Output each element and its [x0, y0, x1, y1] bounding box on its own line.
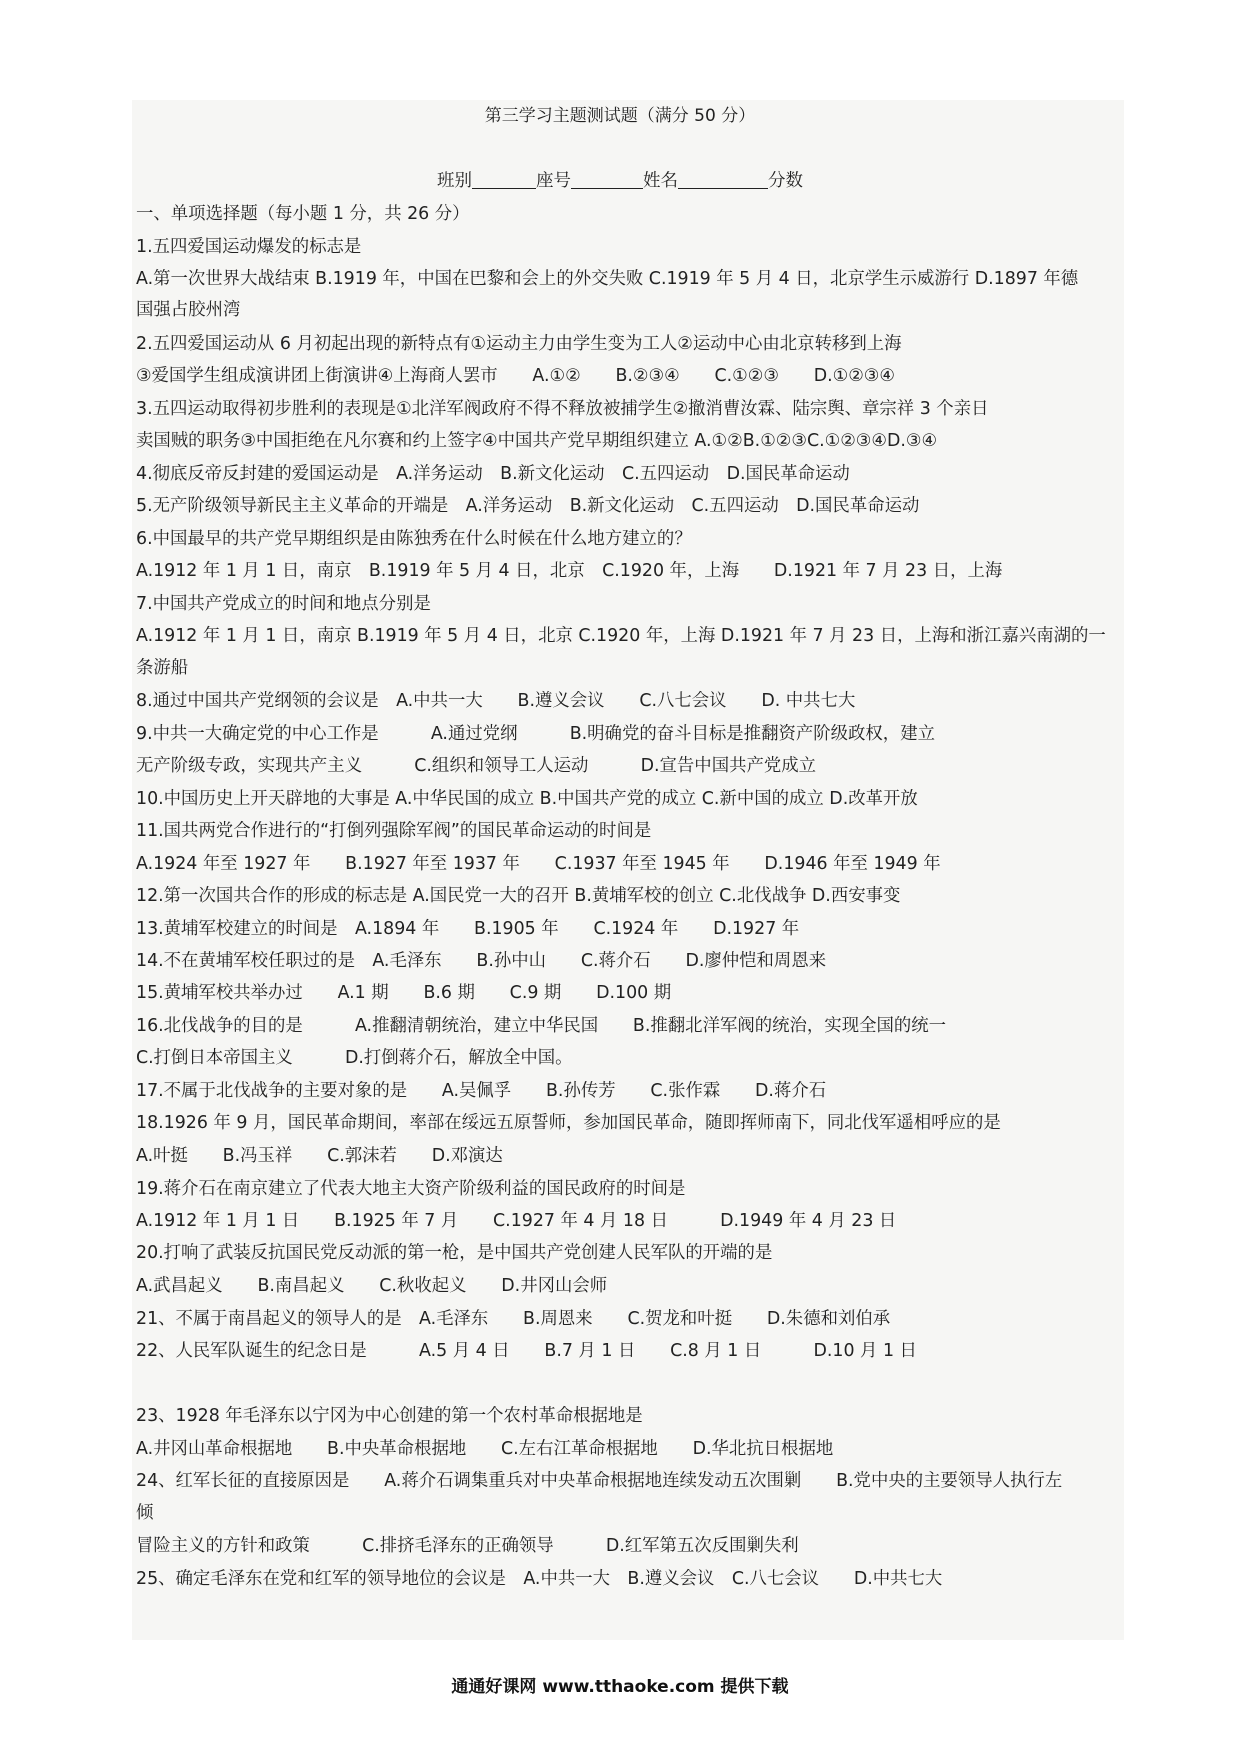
question-line: 18.1926 年 9 月，国民革命期间，率部在绥远五原誓师，参加国民革命，随即挥师南下，同北伐军遥相呼应的是 — [136, 1113, 1001, 1133]
question-line: 19.蒋介石在南京建立了代表大地主大资产阶级利益的国民政府的时间是 — [136, 1179, 686, 1199]
question-line: 2.五四爱国运动从 6 月初起出现的新特点有①运动主力由学生变为工人②运动中心由北京转移到上海 — [136, 334, 902, 354]
question-line: C.打倒日本帝国主义 D.打倒蒋介石，解放全中国。 — [136, 1048, 573, 1068]
question-line: 20.打响了武装反抗国民党反动派的第一枪，是中国共产党创建人民军队的开端的是 — [136, 1243, 773, 1263]
question-line: 24、红军长征的直接原因是 A.蒋介石调集重兵对中央革命根据地连续发动五次围剿 B.党中央的主要领导人执行左 — [136, 1471, 1063, 1491]
question-line: 条游船 — [136, 658, 189, 678]
question-line: 11.国共两党合作进行的“打倒列强除军阀”的国民革命运动的时间是 — [136, 821, 652, 841]
question-line: A.1912 年 1 月 1 日，南京 B.1919 年 5 月 4 日，北京 C.1920 年，上海 D.1921 年 7 月 23 日，上海 — [136, 561, 1003, 581]
question-line: 3.五四运动取得初步胜利的表现是①北洋军阀政府不得不释放被捕学生②撤消曹汝霖、陆宗舆、章宗祥 3 个亲日 — [136, 399, 989, 419]
question-line: A.武昌起义 B.南昌起义 C.秋收起义 D.井冈山会师 — [136, 1276, 608, 1296]
question-line: A.井冈山革命根据地 B.中央革命根据地 C.左右江革命根据地 D.华北抗日根据地 — [136, 1439, 834, 1459]
question-line: 25、确定毛泽东在党和红军的领导地位的会议是 A.中共一大 B.遵义会议 C.八七会议 D.中共七大 — [136, 1569, 943, 1589]
page-title: 第三学习主题测试题（满分 50 分） — [484, 106, 756, 126]
question-line: 9.中共一大确定党的中心工作是 A.通过党纲 B.明确党的奋斗目标是推翻资产阶级政权，建立 — [136, 724, 935, 744]
question-line: 冒险主义的方针和政策 C.排挤毛泽东的正确领导 D.红军第五次反围剿失利 — [136, 1536, 799, 1556]
name-label: 姓名 — [643, 171, 678, 191]
question-line: 21、不属于南昌起义的领导人的是 A.毛泽东 B.周恩来 C.贺龙和叶挺 D.朱德和刘伯承 — [136, 1309, 891, 1329]
question-line: A.叶挺 B.冯玉祥 C.郭沫若 D.邓演达 — [136, 1146, 503, 1166]
question-line: 17.不属于北伐战争的主要对象的是 A.吴佩孚 B.孙传芳 C.张作霖 D.蒋介石 — [136, 1081, 827, 1101]
question-line: ③爱国学生组成演讲团上街演讲④上海商人罢市 A.①② B.②③④ C.①②③ D.①②③④ — [136, 366, 895, 386]
score-label: 分数 — [768, 171, 803, 191]
question-line: 15.黄埔军校共举办过 A.1 期 B.6 期 C.9 期 D.100 期 — [136, 983, 672, 1003]
question-line: 卖国贼的职务③中国拒绝在凡尔赛和约上签字④中国共产党早期组织建立 A.①②B.①②③C.①②③④D.③④ — [136, 431, 938, 451]
question-line: 4.彻底反帝反封建的爱国运动是 A.洋务运动 B.新文化运动 C.五四运动 D.国民革命运动 — [136, 464, 850, 484]
question-line: 5.无产阶级领导新民主主义革命的开端是 A.洋务运动 B.新文化运动 C.五四运动 D.国民革命运动 — [136, 496, 920, 516]
question-line: 13.黄埔军校建立的时间是 A.1894 年 B.1905 年 C.1924 年 D.1927 年 — [136, 919, 800, 939]
seat-label: 座号 — [536, 171, 571, 191]
download-footer: 通通好课网 www.tthaoke.com 提供下载 — [451, 1677, 789, 1697]
question-line: A.1912 年 1 月 1 日，南京 B.1919 年 5 月 4 日，北京 C.1920 年，上海 D.1921 年 7 月 23 日，上海和浙江嘉兴南湖的一 — [136, 626, 1106, 646]
question-line: A.第一次世界大战结束 B.1919 年，中国在巴黎和会上的外交失败 C.1919 年 5 月 4 日，北京学生示威游行 D.1897 年德 — [136, 269, 1079, 289]
question-line: 23、1928 年毛泽东以宁冈为中心创建的第一个农村革命根据地是 — [136, 1406, 643, 1426]
question-line: 7.中国共产党成立的时间和地点分别是 — [136, 594, 431, 614]
question-line: 8.通过中国共产党纲领的会议是 A.中共一大 B.遵义会议 C.八七会议 D. 中共七大 — [136, 691, 856, 711]
question-line: 1.五四爱国运动爆发的标志是 — [136, 237, 362, 257]
question-line: 16.北伐战争的目的是 A.推翻清朝统治，建立中华民国 B.推翻北洋军阀的统治，实现全国的统一 — [136, 1016, 947, 1036]
question-line: 国强占胶州湾 — [136, 300, 241, 320]
class-blank — [472, 169, 536, 189]
question-line: 倾 — [136, 1503, 154, 1523]
question-line: A.1912 年 1 月 1 日 B.1925 年 7 月 C.1927 年 4 月 18 日 D.1949 年 4 月 23 日 — [136, 1211, 897, 1231]
name-blank — [678, 169, 768, 189]
seat-blank — [571, 169, 643, 189]
question-line: 10.中国历史上开天辟地的大事是 A.中华民国的成立 B.中国共产党的成立 C.新中国的成立 D.改革开放 — [136, 789, 918, 809]
class-label: 班别 — [437, 171, 472, 191]
question-line: A.1924 年至 1927 年 B.1927 年至 1937 年 C.1937 年至 1945 年 D.1946 年至 1949 年 — [136, 854, 941, 874]
question-line: 6.中国最早的共产党早期组织是由陈独秀在什么时候在什么地方建立的？ — [136, 529, 692, 549]
section-heading: 一、单项选择题（每小题 1 分，共 26 分） — [136, 204, 470, 224]
question-line: 22、人民军队诞生的纪念日是 A.5 月 4 日 B.7 月 1 日 C.8 月 1 日 D.10 月 1 日 — [136, 1341, 917, 1361]
question-line: 无产阶级专政，实现共产主义 C.组织和领导工人运动 D.宣告中国共产党成立 — [136, 756, 817, 776]
question-line: 14.不在黄埔军校任职过的是 A.毛泽东 B.孙中山 C.蒋介石 D.廖仲恺和周恩来 — [136, 951, 827, 971]
question-line: 12.第一次国共合作的形成的标志是 A.国民党一大的召开 B.黄埔军校的创立 C.北伐战争 D.西安事变 — [136, 886, 901, 906]
student-info-row — [437, 169, 803, 193]
